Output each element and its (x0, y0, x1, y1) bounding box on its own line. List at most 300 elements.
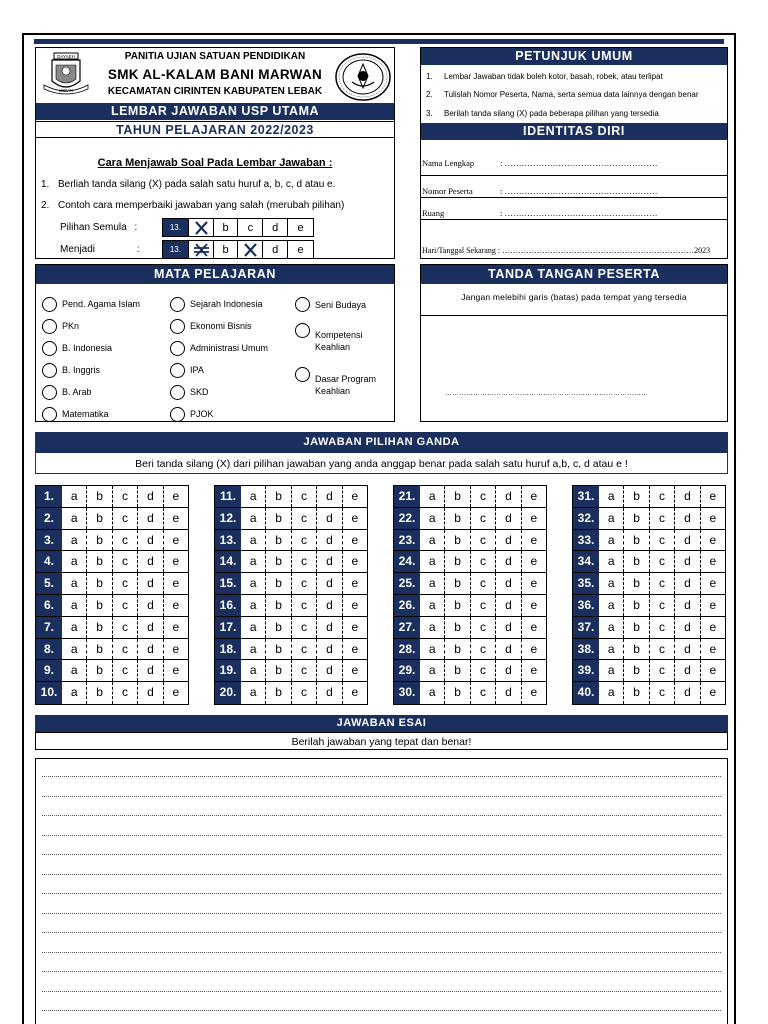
answer-option[interactable]: a (70, 510, 78, 525)
answer-row (36, 486, 188, 508)
question-number: 14. (215, 551, 241, 572)
subject-radio[interactable] (42, 407, 57, 422)
essay-line (42, 815, 721, 816)
essay-line (42, 991, 721, 992)
answer-option[interactable]: d (137, 486, 162, 507)
answer-option[interactable]: e (163, 508, 188, 529)
question-number: 20. (215, 682, 241, 704)
question-number: 15. (215, 573, 241, 594)
subject-radio[interactable] (42, 341, 57, 356)
item-text: Berilah tanda silang (X) pada beberapa pilihan yang tersedia (444, 109, 659, 118)
answer-option[interactable]: c (470, 486, 495, 507)
answer-row (215, 508, 367, 530)
answer-option[interactable]: d (316, 551, 341, 572)
answer-option[interactable]: c (649, 660, 674, 681)
answer-option[interactable]: c (649, 530, 674, 551)
essay-line (42, 913, 721, 914)
question-number: 2. (36, 508, 62, 529)
question-number: 36. (573, 595, 599, 616)
question-number: 29. (394, 660, 420, 681)
answer-option[interactable]: e (163, 682, 188, 704)
answer-option[interactable]: c (291, 682, 316, 704)
answer-option[interactable]: d (495, 617, 520, 638)
answer-option[interactable]: e (521, 486, 546, 507)
petunjuk-title: PETUNJUK UMUM (421, 48, 727, 65)
answer-option[interactable]: c (470, 682, 495, 704)
answer-option[interactable]: b (444, 639, 469, 660)
question-number: 5. (36, 573, 62, 594)
answer-option[interactable]: c (112, 617, 137, 638)
answer-row (573, 639, 725, 661)
answer-option[interactable]: a (607, 641, 615, 656)
answer-option[interactable]: a (428, 489, 436, 503)
answer-option[interactable]: a (70, 532, 78, 547)
essay-line (42, 854, 721, 855)
answer-option[interactable]: b (444, 508, 469, 529)
answer-option[interactable]: e (700, 682, 725, 704)
answer-option[interactable]: e (521, 617, 546, 638)
answer-option[interactable]: a (607, 663, 615, 678)
answer-option[interactable]: a (70, 663, 78, 678)
example-corrected (162, 240, 314, 259)
answer-option[interactable]: a (70, 554, 78, 569)
answer-option[interactable]: e (700, 530, 725, 551)
answer-option[interactable]: b (444, 551, 469, 572)
answer-option[interactable]: c (291, 551, 316, 572)
subject-radio[interactable] (295, 323, 310, 338)
answer-option[interactable]: e (342, 573, 367, 594)
answer-option[interactable]: e (342, 530, 367, 551)
answer-option[interactable]: c (112, 660, 137, 681)
answer-option[interactable]: d (137, 573, 162, 594)
question-number: 8. (36, 639, 62, 660)
subject-radio[interactable] (170, 341, 185, 356)
answer-option[interactable]: e (342, 508, 367, 529)
answer-row (573, 660, 725, 682)
field-nomor-peserta[interactable] (421, 176, 727, 198)
colon: : (136, 244, 140, 255)
answer-option[interactable]: c (112, 595, 137, 616)
answer-option[interactable]: d (495, 660, 520, 681)
answer-option[interactable]: c (649, 617, 674, 638)
answer-option[interactable]: b (444, 530, 469, 551)
subject-label: Administrasi Umum (190, 343, 269, 353)
answer-option[interactable]: e (163, 660, 188, 681)
answer-option[interactable]: a (70, 576, 78, 591)
answer-option[interactable]: e (521, 551, 546, 572)
answer-option[interactable]: d (495, 508, 520, 529)
question-number: 6. (36, 595, 62, 616)
answer-option[interactable]: a (249, 641, 257, 656)
answer-option[interactable]: d (316, 573, 341, 594)
example-opt-c: c (238, 219, 263, 236)
example-opt-d: d (263, 219, 288, 236)
answer-option[interactable]: c (649, 551, 674, 572)
question-number: 31. (573, 486, 599, 507)
answer-option[interactable]: d (674, 595, 699, 616)
example-original (162, 218, 314, 237)
answer-option[interactable]: e (521, 639, 546, 660)
answer-option[interactable]: b (265, 486, 290, 507)
answer-option[interactable]: d (316, 682, 341, 704)
answer-option[interactable]: d (316, 508, 341, 529)
answer-option[interactable]: b (444, 682, 469, 704)
answer-option[interactable]: d (316, 530, 341, 551)
answer-option[interactable]: d (495, 486, 520, 507)
answer-option[interactable]: e (342, 660, 367, 681)
answer-option[interactable]: b (86, 660, 111, 681)
subject-radio[interactable] (42, 363, 57, 378)
answer-option[interactable]: e (521, 508, 546, 529)
answer-option[interactable]: c (112, 573, 137, 594)
answer-option[interactable]: e (342, 682, 367, 704)
question-number: 19. (215, 660, 241, 681)
answer-option[interactable]: c (470, 530, 495, 551)
answer-option[interactable]: b (86, 573, 111, 594)
answer-option[interactable]: d (137, 682, 162, 704)
answer-option[interactable]: d (137, 551, 162, 572)
answer-option[interactable]: d (316, 595, 341, 616)
answer-option[interactable]: b (265, 682, 290, 704)
field-value: : ……………………………………………… (500, 186, 658, 196)
answer-sheet (22, 33, 736, 1024)
answer-option[interactable]: a (428, 510, 436, 525)
answer-option[interactable]: c (291, 660, 316, 681)
answer-option[interactable]: b (265, 595, 290, 616)
answer-row (573, 508, 725, 530)
answer-option[interactable]: c (291, 530, 316, 551)
answer-option[interactable]: d (495, 551, 520, 572)
answer-option[interactable]: c (291, 508, 316, 529)
subject-radio[interactable] (295, 297, 310, 312)
answer-option[interactable]: b (623, 551, 648, 572)
answer-option[interactable]: b (444, 573, 469, 594)
answer-option[interactable]: b (86, 551, 111, 572)
answer-row (215, 617, 367, 639)
answer-option[interactable]: a (607, 685, 615, 700)
answer-option[interactable]: c (112, 639, 137, 660)
answer-option[interactable]: c (470, 573, 495, 594)
answer-option[interactable]: e (521, 530, 546, 551)
answer-option[interactable]: b (623, 573, 648, 594)
answer-option[interactable]: e (163, 639, 188, 660)
answer-option[interactable]: d (495, 682, 520, 704)
subject-radio[interactable] (42, 319, 57, 334)
answer-option[interactable]: c (291, 595, 316, 616)
answer-option[interactable]: c (112, 551, 137, 572)
answer-option[interactable]: a (70, 597, 78, 612)
answer-option[interactable]: e (700, 486, 725, 507)
answer-option[interactable]: c (470, 617, 495, 638)
answer-option[interactable]: e (163, 530, 188, 551)
answer-option[interactable]: d (674, 573, 699, 594)
answer-option[interactable]: d (137, 530, 162, 551)
subject-radio[interactable] (170, 297, 185, 312)
answer-option[interactable]: b (444, 486, 469, 507)
answer-option[interactable]: c (470, 639, 495, 660)
question-number: 7. (36, 617, 62, 638)
answer-option[interactable]: a (249, 510, 257, 525)
answer-option[interactable]: a (249, 619, 257, 634)
answer-option[interactable]: c (291, 573, 316, 594)
answer-option[interactable]: b (86, 595, 111, 616)
answer-option[interactable]: e (342, 486, 367, 507)
answer-option[interactable]: d (674, 660, 699, 681)
answer-option[interactable]: e (521, 595, 546, 616)
answer-row (36, 573, 188, 595)
answer-option[interactable]: b (265, 639, 290, 660)
answer-option[interactable]: e (700, 660, 725, 681)
answer-option[interactable]: b (265, 660, 290, 681)
question-number: 13. (215, 530, 241, 551)
answer-option[interactable]: e (521, 682, 546, 704)
answer-option[interactable]: e (700, 573, 725, 594)
field-ruang[interactable] (421, 198, 727, 220)
answer-option[interactable]: d (674, 486, 699, 507)
answer-option[interactable]: a (70, 641, 78, 656)
answer-row (36, 595, 188, 617)
cross-mark-icon (189, 219, 214, 237)
answer-option[interactable]: b (265, 530, 290, 551)
question-number: 16. (215, 595, 241, 616)
subject-label: B. Indonesia (62, 343, 113, 353)
answer-option[interactable]: e (521, 660, 546, 681)
answer-option[interactable]: b (444, 660, 469, 681)
answer-option[interactable]: d (674, 530, 699, 551)
answer-option[interactable]: a (70, 685, 78, 700)
identitas-title: IDENTITAS DIRI (421, 123, 727, 140)
answer-option[interactable]: c (291, 486, 316, 507)
essay-line (42, 835, 721, 836)
field-nama[interactable] (421, 142, 727, 176)
school-header (35, 47, 395, 259)
answer-option[interactable]: b (265, 573, 290, 594)
answer-option[interactable]: e (163, 486, 188, 507)
answer-row (215, 486, 367, 508)
essay-line (42, 932, 721, 933)
answer-row (394, 486, 546, 508)
subject-label: Ekonomi Bisnis (190, 321, 252, 331)
answer-option[interactable]: d (674, 508, 699, 529)
answer-option[interactable]: a (249, 685, 257, 700)
answer-option[interactable]: a (428, 532, 436, 547)
answer-option[interactable]: d (137, 617, 162, 638)
answer-option[interactable]: b (265, 551, 290, 572)
answer-option[interactable]: c (112, 508, 137, 529)
subject-label: Seni Budaya (315, 300, 367, 310)
essay-line (42, 1010, 721, 1011)
step-number: 2. (41, 200, 50, 211)
essay-line (42, 971, 721, 972)
answer-option[interactable]: d (137, 660, 162, 681)
answer-row (215, 595, 367, 617)
answer-option[interactable]: a (428, 641, 436, 656)
answer-option[interactable]: a (607, 554, 615, 569)
subject-label: Dasar Program Keahlian (315, 374, 377, 396)
answer-option[interactable]: c (470, 508, 495, 529)
answer-option[interactable]: c (649, 595, 674, 616)
answer-option[interactable]: b (623, 639, 648, 660)
answer-option[interactable]: a (607, 597, 615, 612)
answer-row (394, 639, 546, 661)
essay-writing-area[interactable] (35, 758, 728, 1024)
answer-option[interactable]: a (70, 619, 78, 634)
subject-radio[interactable] (42, 385, 57, 400)
answer-row (36, 639, 188, 661)
answer-option[interactable]: c (112, 682, 137, 704)
answer-option[interactable]: c (649, 682, 674, 704)
answer-option[interactable]: e (342, 595, 367, 616)
question-number: 1. (36, 486, 62, 507)
answer-option[interactable]: a (428, 554, 436, 569)
answer-option[interactable]: c (112, 486, 137, 507)
answer-option[interactable]: d (495, 573, 520, 594)
answer-option[interactable]: d (316, 486, 341, 507)
answer-option[interactable]: d (137, 595, 162, 616)
answer-option[interactable]: a (607, 532, 615, 547)
answer-option[interactable]: c (291, 639, 316, 660)
answer-option[interactable]: a (428, 619, 436, 634)
answer-option[interactable]: b (623, 486, 648, 507)
answer-option[interactable]: e (163, 617, 188, 638)
answer-option[interactable]: d (495, 595, 520, 616)
answer-option[interactable]: e (700, 551, 725, 572)
answer-option[interactable]: b (86, 639, 111, 660)
answer-option[interactable]: c (649, 573, 674, 594)
answer-option[interactable]: a (607, 510, 615, 525)
answer-option[interactable]: e (163, 573, 188, 594)
signature-panel (420, 264, 728, 422)
answer-option[interactable]: e (342, 617, 367, 638)
esai-instruction: Berilah jawaban yang tepat dan benar! (35, 732, 728, 750)
question-number: 9. (36, 660, 62, 681)
answer-row (215, 573, 367, 595)
answer-row (394, 530, 546, 552)
answer-option[interactable]: b (623, 660, 648, 681)
answer-option[interactable]: c (470, 660, 495, 681)
sheet-title: LEMBAR JAWABAN USP UTAMA (36, 103, 394, 120)
answer-option[interactable]: b (86, 508, 111, 529)
answer-option[interactable]: a (428, 663, 436, 678)
answer-option[interactable]: b (444, 617, 469, 638)
answer-option[interactable]: e (342, 551, 367, 572)
answer-option[interactable]: e (700, 595, 725, 616)
answer-option[interactable]: b (623, 530, 648, 551)
question-number: 38. (573, 639, 599, 660)
answer-option[interactable]: a (249, 576, 257, 591)
answer-option[interactable]: b (86, 617, 111, 638)
essay-line (42, 893, 721, 894)
answer-option[interactable]: d (137, 508, 162, 529)
answer-option[interactable]: e (700, 617, 725, 638)
answer-option[interactable]: e (521, 573, 546, 594)
example-opt-e: e (297, 222, 304, 234)
answer-row (36, 530, 188, 552)
question-number: 34. (573, 551, 599, 572)
answer-option[interactable]: d (674, 682, 699, 704)
answer-option[interactable]: d (495, 530, 520, 551)
answer-option[interactable]: a (428, 685, 436, 700)
answer-option[interactable]: d (137, 639, 162, 660)
answer-row (36, 682, 188, 704)
example-opt-d: d (263, 241, 288, 258)
answer-row (573, 530, 725, 552)
answer-row (394, 682, 546, 704)
answer-option[interactable]: d (495, 639, 520, 660)
answer-option[interactable]: c (291, 617, 316, 638)
answer-option[interactable]: b (265, 617, 290, 638)
subject-radio[interactable] (295, 367, 310, 382)
answer-option[interactable]: e (700, 639, 725, 660)
answer-option[interactable]: b (265, 508, 290, 529)
answer-row (394, 573, 546, 595)
answer-option[interactable]: b (623, 617, 648, 638)
answer-option[interactable]: c (470, 551, 495, 572)
answer-option[interactable]: b (444, 595, 469, 616)
answer-option[interactable]: a (607, 489, 615, 503)
answer-option[interactable]: e (163, 595, 188, 616)
subject-label: PJOK (190, 409, 214, 419)
answer-option[interactable]: c (470, 595, 495, 616)
answer-option[interactable]: c (649, 486, 674, 507)
answer-option[interactable]: e (163, 551, 188, 572)
answer-option[interactable]: b (623, 682, 648, 704)
ttd-note: Jangan melebihi garis (batas) pada tempat yang tersedia (461, 292, 687, 302)
answer-option[interactable]: e (342, 639, 367, 660)
answer-option[interactable]: b (86, 530, 111, 551)
answer-option[interactable]: a (249, 489, 257, 503)
answer-option[interactable]: d (316, 660, 341, 681)
answer-option[interactable]: d (674, 551, 699, 572)
example-opt-b: b (214, 219, 239, 236)
answer-option[interactable]: c (649, 508, 674, 529)
answer-option[interactable]: d (674, 617, 699, 638)
answer-option[interactable]: b (623, 508, 648, 529)
cara-step-1 (41, 179, 335, 190)
answer-option[interactable]: a (607, 576, 615, 591)
answer-option[interactable]: b (86, 486, 111, 507)
subject-label: PKn (62, 321, 80, 331)
answer-option[interactable]: c (112, 530, 137, 551)
answer-option[interactable]: a (249, 532, 257, 547)
answer-option[interactable]: d (316, 639, 341, 660)
answer-option[interactable]: b (623, 595, 648, 616)
step-text: Berliah tanda silang (X) pada salah satu huruf a, b, c, d atau e. (58, 179, 336, 190)
answer-option[interactable]: d (316, 617, 341, 638)
item-text: Tulislah Nomor Peserta, Nama, serta semua data lainnya dengan benar (444, 90, 699, 99)
field-hari-tanggal[interactable]: Hari/Tanggal Sekarang : ………………………………………………………………2023 (422, 246, 711, 255)
answer-option[interactable]: a (249, 597, 257, 612)
answer-option[interactable]: a (428, 597, 436, 612)
essay-line (42, 796, 721, 797)
subject-radio[interactable] (170, 319, 185, 334)
subject-radio[interactable] (42, 297, 57, 312)
answer-option[interactable]: b (86, 682, 111, 704)
subject-radio[interactable] (170, 407, 185, 422)
answer-option[interactable]: a (249, 663, 257, 678)
answer-option[interactable]: d (674, 639, 699, 660)
answer-option[interactable]: a (428, 576, 436, 591)
signature-area[interactable] (421, 315, 727, 422)
pg-title: JAWABAN PILIHAN GANDA (35, 432, 728, 452)
answer-option[interactable]: a (249, 554, 257, 569)
answer-option[interactable]: a (607, 619, 615, 634)
answer-option[interactable]: a (70, 489, 78, 503)
subject-radio[interactable] (170, 363, 185, 378)
answer-option[interactable]: e (700, 508, 725, 529)
answer-option[interactable]: c (649, 639, 674, 660)
subject-radio[interactable] (170, 385, 185, 400)
